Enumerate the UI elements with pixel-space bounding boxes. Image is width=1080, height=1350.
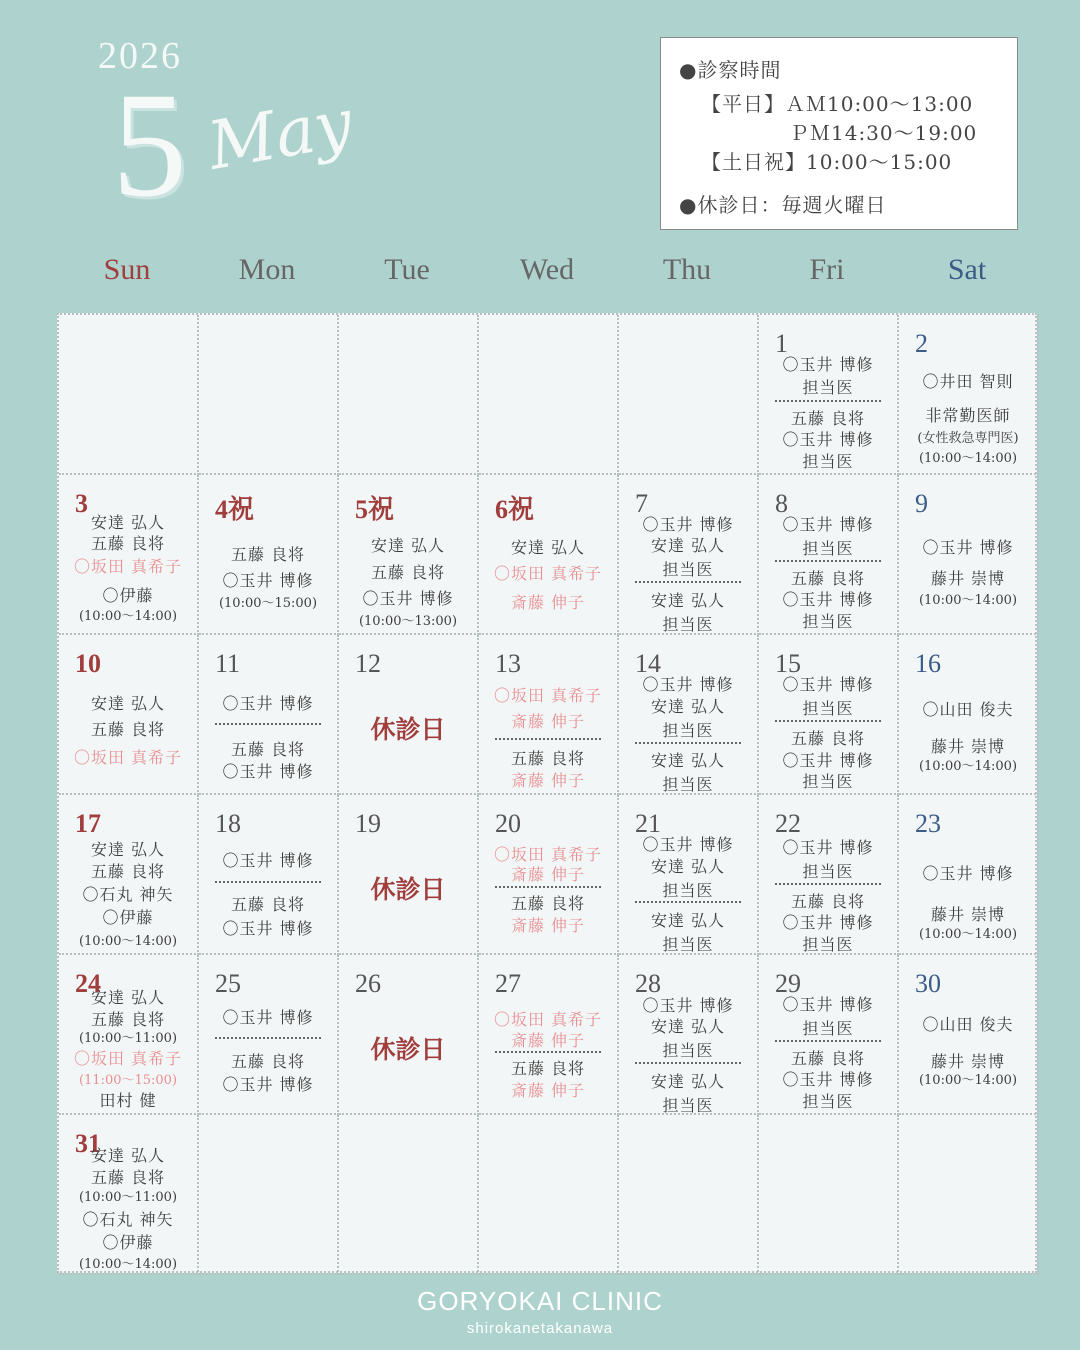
doctor-name: 〇玉井 博修 (642, 835, 734, 854)
doctor-name: 五藤 良将 (790, 892, 866, 911)
shift-divider (635, 742, 741, 744)
doctor-name: 〇玉井 博修 (222, 851, 314, 870)
time-note: (10:00〜14:00) (918, 593, 1018, 608)
doctor-name: 安達 弘人 (90, 1146, 166, 1165)
doctor-name: 〇玉井 博修 (642, 515, 734, 534)
doctor-name: 五藤 良将 (230, 1052, 306, 1071)
doctor-name: 藤井 崇博 (930, 737, 1006, 756)
time-note: (11:00〜15:00) (78, 1073, 178, 1088)
doctor-name: 担当医 (662, 560, 714, 579)
shift-divider (215, 723, 321, 725)
day-cell-25 (199, 955, 339, 1115)
shift-divider (635, 1062, 741, 1064)
doctor-name: 五藤 良将 (510, 1059, 586, 1078)
doctor-name: 〇玉井 博修 (782, 1070, 874, 1089)
doctor-name: 担当医 (802, 452, 854, 471)
clinic-location: shirokanetakanawa (466, 1320, 614, 1337)
day-number: 24 (75, 969, 101, 998)
doctor-name: 担当医 (802, 862, 854, 881)
doctor-name: 担当医 (802, 1019, 854, 1038)
doctor-name: 安達 弘人 (650, 591, 726, 610)
shift-divider (215, 1037, 321, 1039)
calendar-cell (759, 1115, 899, 1275)
day-cell-13 (479, 635, 619, 795)
doctor-name: 五藤 良将 (90, 1010, 166, 1029)
shift-divider (635, 581, 741, 583)
hours-title: ●診察時間 (679, 58, 782, 82)
doctor-name: 〇玉井 博修 (362, 589, 454, 608)
calendar-cell (899, 1115, 1039, 1275)
day-number: 12 (355, 649, 381, 678)
calendar-cell (619, 315, 759, 475)
day-number: 7 (635, 489, 648, 518)
calendar-cell (199, 315, 339, 475)
doctor-name: 〇玉井 博修 (222, 1075, 314, 1094)
day-number: 10 (75, 649, 101, 678)
doctor-name: 〇玉井 博修 (222, 571, 314, 590)
closed-label: 休診日 (370, 715, 446, 744)
day-number: 16 (915, 649, 941, 678)
day-number: 11 (215, 649, 241, 678)
doctor-name: 〇坂田 真希子 (493, 686, 603, 705)
doctor-name: 〇伊藤 (102, 586, 154, 605)
doctor-name: 担当医 (662, 775, 714, 794)
time-note: (10:00〜14:00) (78, 1257, 178, 1272)
doctor-name: 五藤 良将 (90, 1168, 166, 1187)
doctor-name: 斎藤 伸子 (510, 593, 586, 612)
day-cell-22 (759, 795, 899, 955)
day-cell-18 (199, 795, 339, 955)
day-cell-4祝 (199, 475, 339, 635)
doctor-name: 安達 弘人 (90, 840, 166, 859)
calendar-cell (339, 315, 479, 475)
doctor-name: 安達 弘人 (90, 513, 166, 532)
doctor-name: 五藤 良将 (510, 749, 586, 768)
weekday-wed: Wed (519, 253, 575, 286)
day-cell-23 (899, 795, 1039, 955)
hours-box (660, 37, 1018, 230)
day-cell-6祝 (479, 475, 619, 635)
doctor-name: 安達 弘人 (650, 857, 726, 876)
day-cell-21 (619, 795, 759, 955)
doctor-name: 五藤 良将 (790, 409, 866, 428)
doctor-name: 〇玉井 博修 (782, 590, 874, 609)
doctor-name: 〇玉井 博修 (222, 919, 314, 938)
year-label: 2026 (98, 35, 182, 77)
day-cell-11 (199, 635, 339, 795)
doctor-name: 〇玉井 博修 (782, 355, 874, 374)
shift-divider (215, 881, 321, 883)
day-number: 28 (635, 969, 661, 998)
doctor-name: 担当医 (802, 378, 854, 397)
doctor-name: 〇玉井 博修 (642, 675, 734, 694)
doctor-name: 担当医 (662, 935, 714, 954)
doctor-name: 五藤 良将 (230, 895, 306, 914)
day-cell-14 (619, 635, 759, 795)
doctor-name: 安達 弘人 (90, 694, 166, 713)
doctor-name: 五藤 良将 (90, 534, 166, 553)
doctor-name: 〇玉井 博修 (782, 515, 874, 534)
doctor-name: 〇井田 智則 (922, 372, 1014, 391)
doctor-name: 斎藤 伸子 (510, 1031, 586, 1050)
doctor-name: 安達 弘人 (90, 988, 166, 1007)
doctor-name: 担当医 (802, 612, 854, 631)
shift-divider (775, 720, 881, 722)
day-number: 31 (75, 1129, 101, 1158)
day-cell-7 (619, 475, 759, 635)
day-cell-30 (899, 955, 1039, 1115)
day-cell-2 (899, 315, 1039, 475)
shift-divider (635, 901, 741, 903)
day-number: 21 (635, 809, 661, 838)
doctor-name: 〇玉井 博修 (782, 913, 874, 932)
doctor-name: 担当医 (802, 1092, 854, 1111)
doctor-name: 〇坂田 真希子 (493, 1010, 603, 1029)
doctor-name: 安達 弘人 (650, 697, 726, 716)
doctor-name: 安達 弘人 (650, 911, 726, 930)
day-cell-28 (619, 955, 759, 1115)
day-cell-24 (59, 955, 199, 1115)
time-note: (10:00〜14:00) (918, 927, 1018, 942)
day-cell-9 (899, 475, 1039, 635)
doctor-name: 安達 弘人 (650, 1017, 726, 1036)
day-number: 13 (495, 649, 521, 678)
hours-closed-day: ●休診日：毎週火曜日 (679, 193, 887, 217)
weekday-mon: Mon (238, 253, 296, 286)
hours-weekday-pm: ＰＭ14:30〜19:00 (789, 121, 978, 145)
day-number: 9 (915, 489, 928, 518)
day-number: 1 (775, 329, 788, 358)
calendar-cell (199, 1115, 339, 1275)
doctor-name: 藤井 崇博 (930, 1052, 1006, 1071)
weekday-sun: Sun (103, 253, 151, 286)
doctor-name: 〇伊藤 (102, 1233, 154, 1252)
day-cell-1 (759, 315, 899, 475)
calendar-grid (57, 313, 1037, 1273)
day-number: 19 (355, 809, 381, 838)
doctor-name: 担当医 (802, 935, 854, 954)
doctor-name: 担当医 (802, 699, 854, 718)
doctor-name: 安達 弘人 (650, 536, 726, 555)
day-number: 18 (215, 809, 241, 838)
time-note: (10:00〜14:00) (78, 934, 178, 949)
doctor-name: 安達 弘人 (650, 1072, 726, 1091)
day-cell-19 (339, 795, 479, 955)
doctor-name: 〇玉井 博修 (222, 762, 314, 781)
time-note: (10:00〜14:00) (918, 759, 1018, 774)
doctor-name: 斎藤 伸子 (510, 1081, 586, 1100)
doctor-name: 〇山田 俊夫 (922, 1015, 1014, 1034)
day-number: 4祝 (215, 495, 255, 524)
calendar-cell (619, 1115, 759, 1275)
doctor-name: 安達 弘人 (510, 538, 586, 557)
doctor-name: 〇坂田 真希子 (73, 1049, 183, 1068)
doctor-name: 〇玉井 博修 (782, 995, 874, 1014)
doctor-name: 斎藤 伸子 (510, 865, 586, 884)
doctor-name: 〇玉井 博修 (922, 864, 1014, 883)
time-note: (10:00〜14:00) (918, 451, 1018, 466)
doctor-name: 〇石丸 神矢 (82, 1210, 174, 1229)
hours-weekday-am: 【平日】ＡＭ10:00〜13:00 (701, 92, 974, 116)
doctor-name: 〇玉井 博修 (782, 675, 874, 694)
doctor-name: 〇伊藤 (102, 908, 154, 927)
day-cell-5祝 (339, 475, 479, 635)
doctor-name: 五藤 良将 (90, 720, 166, 739)
day-number: 27 (495, 969, 521, 998)
shift-divider (495, 886, 601, 888)
day-number: 2 (915, 329, 928, 358)
day-cell-27 (479, 955, 619, 1115)
doctor-name: 安達 弘人 (650, 751, 726, 770)
doctor-name: 安達 弘人 (370, 536, 446, 555)
weekday-thu: Thu (662, 253, 712, 286)
doctor-name: 〇坂田 真希子 (73, 748, 183, 767)
doctor-name: 五藤 良将 (230, 545, 306, 564)
shift-divider (775, 883, 881, 885)
doctor-name: 藤井 崇博 (930, 905, 1006, 924)
doctor-name: 藤井 崇博 (930, 569, 1006, 588)
doctor-name: 〇山田 俊夫 (922, 700, 1014, 719)
closed-label: 休診日 (370, 875, 446, 904)
clinic-name: GORYOKAI CLINIC (417, 1286, 663, 1316)
doctor-name: 五藤 良将 (790, 569, 866, 588)
doctor-name: 〇玉井 博修 (222, 694, 314, 713)
doctor-name: 非常勤医師 (925, 406, 1011, 425)
day-cell-3 (59, 475, 199, 635)
shift-divider (775, 1040, 881, 1042)
day-number: 15 (775, 649, 801, 678)
doctor-name: 担当医 (662, 721, 714, 740)
doctor-name: 田村 健 (99, 1091, 157, 1110)
weekday-fri: Fri (809, 253, 845, 286)
doctor-name: 五藤 良将 (790, 1049, 866, 1068)
day-number: 22 (775, 809, 801, 838)
doctor-name: 〇玉井 博修 (642, 996, 734, 1015)
doctor-name: 斎藤 伸子 (510, 712, 586, 731)
time-note: (女性救急専門医) (917, 431, 1019, 446)
doctor-name: 〇坂田 真希子 (493, 564, 603, 583)
closed-label: 休診日 (370, 1035, 446, 1064)
calendar-cell (59, 315, 199, 475)
time-note: (10:00〜11:00) (78, 1031, 178, 1046)
doctor-name: 〇玉井 博修 (782, 430, 874, 449)
month-number: 5 (112, 62, 187, 228)
shift-divider (495, 1051, 601, 1053)
time-note: (10:00〜11:00) (78, 1190, 178, 1205)
doctor-name: 五藤 良将 (790, 729, 866, 748)
calendar-cell (479, 315, 619, 475)
doctor-name: 担当医 (662, 1041, 714, 1060)
day-number: 17 (75, 809, 101, 838)
doctor-name: 〇玉井 博修 (922, 538, 1014, 557)
doctor-name: 五藤 良将 (90, 862, 166, 881)
day-number: 25 (215, 969, 241, 998)
day-cell-12 (339, 635, 479, 795)
day-number: 23 (915, 809, 941, 838)
doctor-name: 斎藤 伸子 (510, 771, 586, 790)
day-cell-8 (759, 475, 899, 635)
doctor-name: 担当医 (802, 539, 854, 558)
day-cell-29 (759, 955, 899, 1115)
doctor-name: 五藤 良将 (370, 563, 446, 582)
doctor-name: 〇玉井 博修 (782, 751, 874, 770)
shift-divider (775, 400, 881, 402)
doctor-name: 担当医 (802, 772, 854, 791)
day-cell-10 (59, 635, 199, 795)
time-note: (10:00〜14:00) (918, 1073, 1018, 1088)
shift-divider (495, 738, 601, 740)
day-cell-17 (59, 795, 199, 955)
day-number: 30 (915, 969, 941, 998)
calendar-cell (339, 1115, 479, 1275)
doctor-name: 五藤 良将 (230, 740, 306, 759)
doctor-name: 〇玉井 博修 (782, 838, 874, 857)
hours-weekend: 【土日祝】10:00〜15:00 (701, 150, 953, 174)
doctor-name: 担当医 (662, 615, 714, 634)
day-cell-15 (759, 635, 899, 795)
day-number: 3 (75, 489, 88, 518)
day-number: 5祝 (355, 495, 395, 524)
day-cell-16 (899, 635, 1039, 795)
doctor-name: 担当医 (662, 1096, 714, 1115)
shift-divider (775, 560, 881, 562)
day-number: 26 (355, 969, 381, 998)
weekday-sat: Sat (947, 253, 987, 286)
time-note: (10:00〜15:00) (218, 596, 318, 611)
doctor-name: 〇石丸 神矢 (82, 885, 174, 904)
doctor-name: 〇坂田 真希子 (493, 845, 603, 864)
calendar-cell (479, 1115, 619, 1275)
day-number: 8 (775, 489, 788, 518)
weekday-tue: Tue (384, 253, 430, 286)
month-name: May (202, 84, 358, 185)
day-number: 14 (635, 649, 661, 678)
day-number: 20 (495, 809, 521, 838)
day-number: 6祝 (495, 495, 535, 524)
doctor-name: 〇玉井 博修 (222, 1008, 314, 1027)
day-cell-31 (59, 1115, 199, 1275)
time-note: (10:00〜13:00) (358, 614, 458, 629)
day-number: 29 (775, 969, 801, 998)
doctor-name: 五藤 良将 (510, 894, 586, 913)
time-note: (10:00〜14:00) (78, 609, 178, 624)
doctor-name: 〇坂田 真希子 (73, 557, 183, 576)
doctor-name: 斎藤 伸子 (510, 916, 586, 935)
day-cell-26 (339, 955, 479, 1115)
doctor-name: 担当医 (662, 881, 714, 900)
day-cell-20 (479, 795, 619, 955)
